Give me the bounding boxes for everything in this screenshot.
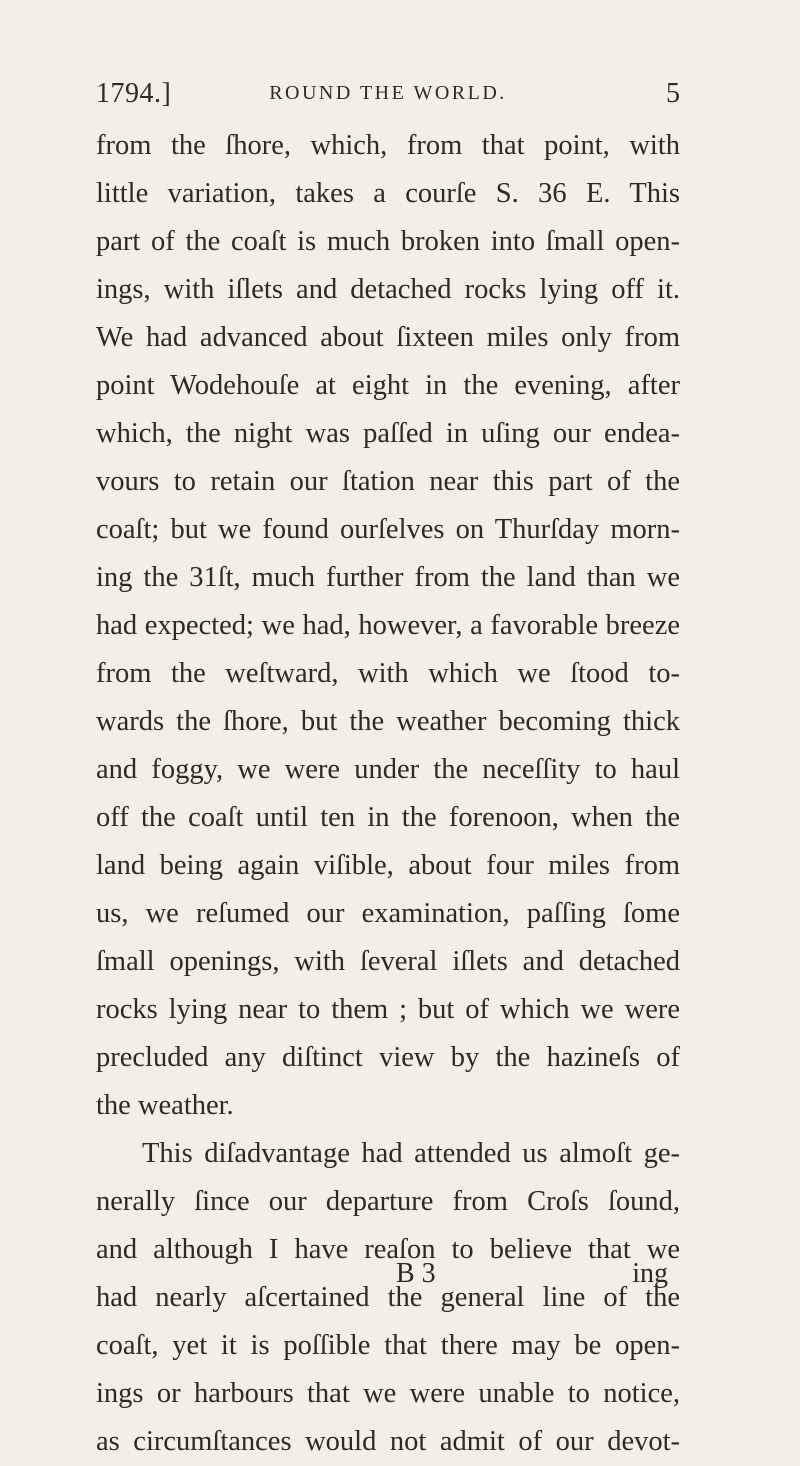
text-line: as circumſtances would not admit of our devot- bbox=[96, 1426, 680, 1457]
text-line: and although I have reaſon to believe that we bbox=[96, 1234, 680, 1265]
text-line: point Wodehouſe at eight in the evening, after bbox=[96, 370, 680, 401]
text-line: and foggy, we were under the neceſſity to haul bbox=[96, 754, 680, 785]
paragraph-end-line: the weather. bbox=[96, 1090, 234, 1121]
text-line: ings or harbours that we were unable to notice, bbox=[96, 1378, 680, 1409]
page-number: 5 bbox=[666, 78, 680, 109]
text-line: coaſt, yet it is poſſible that there may be open- bbox=[96, 1330, 680, 1361]
text-line: which, the night was paſſed in uſing our endea- bbox=[96, 418, 680, 449]
text-line: vours to retain our ſtation near this part of the bbox=[96, 466, 680, 497]
signature-mark: B 3 bbox=[396, 1258, 436, 1289]
text-line: ſmall openings, with ſeveral iſlets and detached bbox=[96, 946, 680, 977]
text-line: rocks lying near to them ; but of which we were bbox=[96, 994, 680, 1025]
text-line: us, we reſumed our examination, paſſing ſome bbox=[96, 898, 680, 929]
text-line: ings, with iſlets and detached rocks lying off it. bbox=[96, 274, 680, 305]
text-line: off the coaſt until ten in the forenoon, when the bbox=[96, 802, 680, 833]
text-line: coaſt; but we found ourſelves on Thurſday morn- bbox=[96, 514, 680, 545]
page-footer bbox=[96, 1258, 680, 1298]
text-line: little variation, takes a courſe S. 36 E. This bbox=[96, 178, 680, 209]
text-line: had nearly aſcertained the general line of the bbox=[96, 1282, 680, 1313]
text-line: land being again viſible, about four miles from bbox=[96, 850, 680, 881]
text-line: wards the ſhore, but the weather becoming thick bbox=[96, 706, 680, 737]
text-line: ing the 31ſt, much further from the land than we bbox=[96, 562, 680, 593]
header-year: 1794.] bbox=[96, 78, 172, 109]
text-line: from the weſtward, with which we ſtood to- bbox=[96, 658, 680, 689]
catchword: ing bbox=[632, 1258, 668, 1289]
text-line: nerally ſince our departure from Croſs ſound, bbox=[96, 1186, 680, 1217]
text-line: precluded any diſtinct view by the hazineſs of bbox=[96, 1042, 680, 1073]
text-line: We had advanced about ſixteen miles only from bbox=[96, 322, 680, 353]
text-line: part of the coaſt is much broken into ſmall open- bbox=[96, 226, 680, 257]
running-title: ROUND THE WORLD. bbox=[269, 82, 507, 104]
paragraph-start-line: This diſadvantage had attended us almoſt ge- bbox=[142, 1138, 680, 1169]
text-line: had expected; we had, however, a favorable breeze bbox=[96, 610, 680, 641]
text-line: from the ſhore, which, from that point, with bbox=[96, 130, 680, 161]
running-header bbox=[96, 78, 680, 118]
